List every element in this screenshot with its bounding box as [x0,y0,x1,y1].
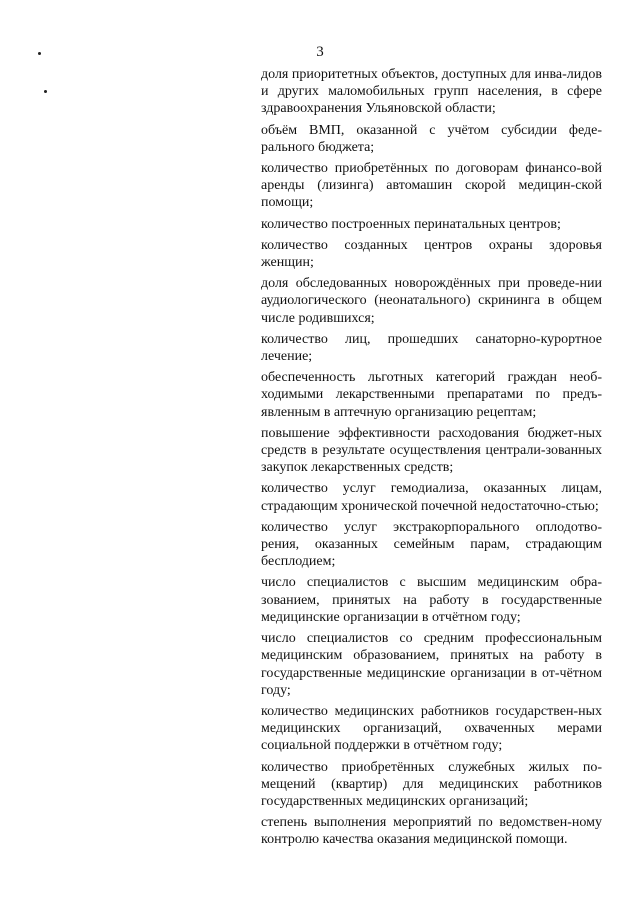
list-item: количество медицинских работников государствен-ных медицинских организаций, охваченных мерами социальной поддержки в отчётном году; [261,703,602,754]
list-item: количество услуг гемодиализа, оказанных лицам, страдающим хронической почечной недостаточно-стью; [261,481,602,514]
list-item: число специалистов со средним профессиональным медицинским образованием, принятых на работу в государственные медицинские организации в от-чётном году; [261,631,602,698]
list-item: количество приобретённых служебных жилых по-мещений (квартир) для медицинских работников государственных медицинских организаций; [261,759,602,809]
list-item: количество созданных центров охраны здоровья женщин; [261,237,602,271]
indicator-list [261,66,602,853]
list-item: повышение эффективности расходования бюджет-ных средств в результате осуществления централи-зованных закупок лекарственных средств; [261,425,602,476]
list-item: число специалистов с высшим медицинским обра-зованием, принятых на работу в государственные медицинские организации в отчётном году; [261,575,602,625]
list-item: степень выполнения мероприятий по ведомствен-ному контролю качества оказания медицинской помощи. [261,815,602,848]
list-item: количество услуг экстракорпорального оплодотво-рения, оказанных семейным парам, страдающим бесплодием; [261,519,602,570]
list-item: объём ВМП, оказанной с учётом субсидии феде-рального бюджета; [261,122,602,155]
list-item: обеспеченность льготных категорий граждан необ-ходимыми лекарственными препаратами по предъ-явленным в аптечную организацию рецептам; [261,370,602,420]
list-item: доля обследованных новорождённых при проведе-нии аудиологического (неонатального) скрининга в общем числе родившихся; [261,276,602,326]
page-number: 3 [316,44,324,60]
list-item: количество лиц, прошедших санаторно-курортное лечение; [261,331,602,365]
list-item: количество приобретённых по договорам финансо-вой аренды (лизинга) автомашин скорой медицин-ской помощи; [261,161,602,211]
list-item: количество построенных перинатальных центров; [261,216,561,232]
margin-dot [44,90,47,93]
list-item: доля приоритетных объектов, доступных для инва-лидов и других маломобильных групп населения, в сфере здравоохранения Ульяновской области; [261,67,602,117]
